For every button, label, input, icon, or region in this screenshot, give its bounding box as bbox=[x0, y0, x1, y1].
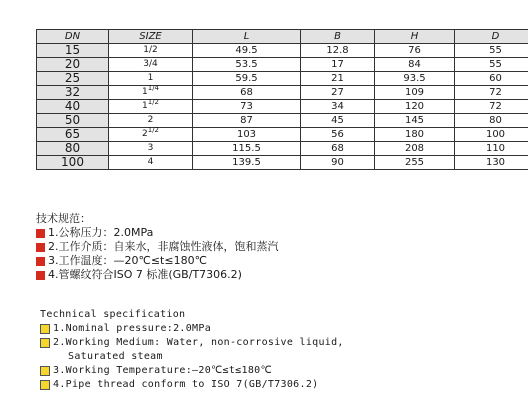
cell-dn: 80 bbox=[37, 142, 109, 156]
cell-size bbox=[109, 128, 193, 142]
cell-b: 21 bbox=[301, 72, 375, 86]
cell-d: 110 bbox=[455, 142, 528, 156]
cell-dn: 25 bbox=[37, 72, 109, 86]
spec-en-item bbox=[40, 378, 344, 392]
yellow-square-bullet-icon bbox=[40, 366, 50, 376]
table-row bbox=[37, 44, 528, 58]
size-fraction: 1/2 bbox=[147, 126, 159, 134]
cell-b: 12.8 bbox=[301, 44, 375, 58]
size-whole: 2 bbox=[142, 129, 148, 139]
yellow-square-bullet-icon bbox=[40, 338, 50, 348]
spec-cn-item bbox=[36, 254, 279, 268]
table-row bbox=[37, 142, 528, 156]
dimension-table bbox=[36, 29, 528, 170]
yellow-square-bullet-icon bbox=[40, 324, 50, 334]
cell-b: 68 bbox=[301, 142, 375, 156]
red-square-bullet-icon bbox=[36, 229, 45, 238]
table-row bbox=[37, 114, 528, 128]
spec-cn-text: 1.公称压力：2.0MPa bbox=[48, 226, 154, 239]
cell-size: 2 bbox=[109, 114, 193, 128]
cell-l: 103 bbox=[193, 128, 301, 142]
cell-dn: 65 bbox=[37, 128, 109, 142]
cell-b: 17 bbox=[301, 58, 375, 72]
cell-d: 55 bbox=[455, 44, 528, 58]
cell-size: 4 bbox=[109, 156, 193, 170]
cell-h: 93.5 bbox=[375, 72, 455, 86]
spec-en-item bbox=[40, 336, 344, 350]
cell-b: 90 bbox=[301, 156, 375, 170]
cell-b: 34 bbox=[301, 100, 375, 114]
cell-h: 208 bbox=[375, 142, 455, 156]
spec-en-item bbox=[40, 322, 344, 336]
cell-h: 84 bbox=[375, 58, 455, 72]
spec-en-text: 3.Working Temperature:—20℃≤t≤180℃ bbox=[53, 365, 272, 376]
cell-dn: 40 bbox=[37, 100, 109, 114]
size-whole: 1 bbox=[142, 87, 148, 97]
header-dn: DN bbox=[37, 30, 109, 44]
yellow-square-bullet-icon bbox=[40, 380, 50, 390]
cell-dn: 100 bbox=[37, 156, 109, 170]
size-fraction: 1/2 bbox=[147, 98, 159, 106]
spec-cn-title: 技术规范： bbox=[36, 212, 91, 225]
cell-h: 255 bbox=[375, 156, 455, 170]
table-row bbox=[37, 100, 528, 114]
cell-h: 109 bbox=[375, 86, 455, 100]
spec-cn-item bbox=[36, 226, 279, 240]
spec-en-continuation: Saturated steam bbox=[68, 351, 163, 362]
table-row bbox=[37, 86, 528, 100]
spec-en-text: 1.Nominal pressure:2.0MPa bbox=[53, 323, 212, 334]
spec-cn-item bbox=[36, 240, 279, 254]
size-whole: 1 bbox=[142, 101, 148, 111]
cell-b: 56 bbox=[301, 128, 375, 142]
cell-d: 100 bbox=[455, 128, 528, 142]
spec-cn bbox=[36, 212, 279, 282]
spec-en-text: 2.Working Medium: Water, non-corrosive liquid, bbox=[53, 337, 344, 348]
cell-l: 53.5 bbox=[193, 58, 301, 72]
spec-cn-item bbox=[36, 268, 279, 282]
header-d: D bbox=[455, 30, 528, 44]
cell-dn: 15 bbox=[37, 44, 109, 58]
cell-d: 60 bbox=[455, 72, 528, 86]
cell-d: 55 bbox=[455, 58, 528, 72]
spec-en-item bbox=[40, 364, 344, 378]
cell-size: 3 bbox=[109, 142, 193, 156]
header-b: B bbox=[301, 30, 375, 44]
cell-l: 87 bbox=[193, 114, 301, 128]
cell-h: 180 bbox=[375, 128, 455, 142]
spec-cn-text: 4.管螺纹符合ISO 7 标准(GB/T7306.2) bbox=[48, 268, 242, 281]
cell-dn: 32 bbox=[37, 86, 109, 100]
table-row bbox=[37, 58, 528, 72]
cell-d: 130 bbox=[455, 156, 528, 170]
cell-dn: 50 bbox=[37, 114, 109, 128]
spec-cn-text: 2.工作介质：自来水，非腐蚀性液体，饱和蒸汽 bbox=[48, 240, 279, 253]
cell-b: 45 bbox=[301, 114, 375, 128]
table-header-row bbox=[37, 30, 528, 44]
cell-d: 80 bbox=[455, 114, 528, 128]
cell-l: 68 bbox=[193, 86, 301, 100]
cell-d: 72 bbox=[455, 86, 528, 100]
red-square-bullet-icon bbox=[36, 257, 45, 266]
cell-h: 76 bbox=[375, 44, 455, 58]
cell-size: 3/4 bbox=[109, 58, 193, 72]
spec-en bbox=[40, 308, 344, 392]
size-fraction: 1/4 bbox=[147, 84, 159, 92]
cell-size bbox=[109, 100, 193, 114]
cell-h: 145 bbox=[375, 114, 455, 128]
spec-cn-text: 3.工作温度：—20℃≤t≤180℃ bbox=[48, 254, 207, 267]
table-row bbox=[37, 156, 528, 170]
table-row bbox=[37, 72, 528, 86]
header-size: SIZE bbox=[109, 30, 193, 44]
cell-l: 73 bbox=[193, 100, 301, 114]
cell-l: 115.5 bbox=[193, 142, 301, 156]
cell-dn: 20 bbox=[37, 58, 109, 72]
cell-size: 1 bbox=[109, 72, 193, 86]
red-square-bullet-icon bbox=[36, 243, 45, 252]
header-l: L bbox=[193, 30, 301, 44]
cell-l: 139.5 bbox=[193, 156, 301, 170]
spec-en-title: Technical specification bbox=[40, 309, 186, 320]
spec-en-text: 4.Pipe thread conform to ISO 7(GB/T7306.2) bbox=[53, 379, 319, 390]
cell-d: 72 bbox=[455, 100, 528, 114]
cell-size: 1/2 bbox=[109, 44, 193, 58]
cell-l: 49.5 bbox=[193, 44, 301, 58]
cell-h: 120 bbox=[375, 100, 455, 114]
table-row bbox=[37, 128, 528, 142]
cell-b: 27 bbox=[301, 86, 375, 100]
red-square-bullet-icon bbox=[36, 271, 45, 280]
cell-l: 59.5 bbox=[193, 72, 301, 86]
header-h: H bbox=[375, 30, 455, 44]
